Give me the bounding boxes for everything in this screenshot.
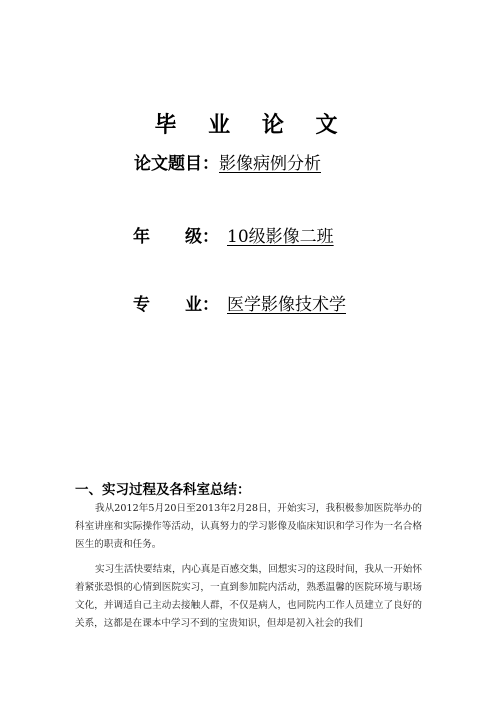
major-value: 医学影像技术学 [227, 295, 346, 315]
topic-field [134, 154, 321, 174]
topic-value: 影像病例分析 [219, 154, 321, 174]
section-heading: 一、实习过程及各科室总结： [75, 482, 251, 498]
major-label-second: 业： [185, 295, 219, 315]
thesis-title: 毕 业 论 文 [154, 113, 350, 138]
grade-label-first: 年 [133, 227, 150, 247]
topic-label: 论文题目： [134, 154, 219, 174]
major-field [133, 295, 346, 315]
grade-value: 10级影像二班 [227, 227, 334, 247]
paragraph: 实习生活快要结束，内心真是百感交集，回想实习的这段时间，我从一开始怀着紧张恐惧的心情到医院实习，一直到参加院内活动，熟悉温馨的医院环境与职场文化，并调适自己主动去接触人群，不仅是病人，也同院内工作人员建立了良好的关系，这都是在课本中学习不到的宝贵知识，但却是初入社会的我们 [75, 564, 422, 629]
paragraph: 我从2012年5月20日至2013年2月28日，开始实习，我积极参加医院举办的科室讲座和实际操作等活动，认真努力的学习影像及临床知识和学习作为一名合格医生的职责和任务。 [75, 503, 422, 550]
grade-field [133, 227, 334, 247]
grade-label-second: 级： [185, 227, 219, 247]
major-label-first: 专 [133, 295, 150, 315]
